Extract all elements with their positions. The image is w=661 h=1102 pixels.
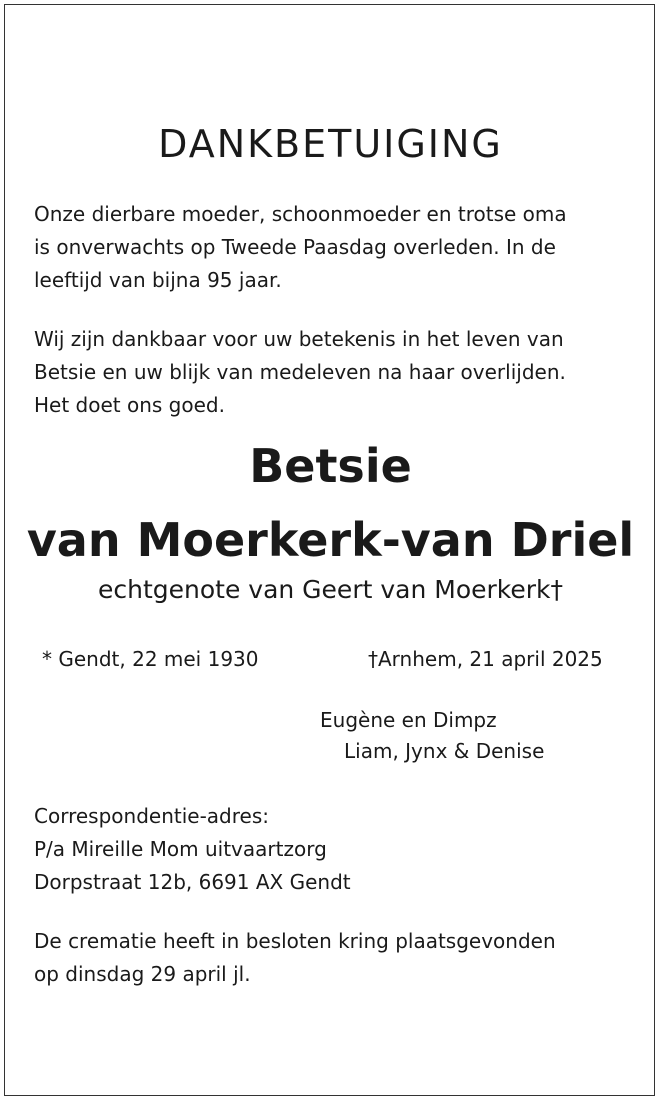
- family-line-grandchildren: Liam, Jynx & Denise: [344, 739, 545, 763]
- spouse-line: echtgenote van Geert van Moerkerk†: [97, 575, 563, 604]
- cremation-line: De crematie heeft in besloten kring plaatsgevonden: [34, 929, 556, 953]
- family-line-children: Eugène en Dimpz: [320, 708, 497, 732]
- cremation-notice: [34, 925, 634, 991]
- birth-date: * Gendt, 22 mei 1930: [42, 647, 259, 671]
- intro-line: is onverwachts op Tweede Paasdag overleden. In de: [34, 235, 556, 259]
- correspondence-address: [34, 800, 634, 899]
- address-line: P/a Mireille Mom uitvaartzorg: [34, 837, 327, 861]
- deceased-full-name: van Moerkerk-van Driel: [26, 513, 635, 567]
- address-line: Dorpstraat 12b, 6691 AX Gendt: [34, 870, 351, 894]
- gratitude-line: Wij zijn dankbaar voor uw betekenis in het leven van: [34, 327, 564, 351]
- intro-line: leeftijd van bijna 95 jaar.: [34, 268, 282, 292]
- deceased-first-name: Betsie: [249, 439, 412, 493]
- address-line: Correspondentie-adres:: [34, 804, 269, 828]
- cremation-line: op dinsdag 29 april jl.: [34, 962, 251, 986]
- gratitude-line: Betsie en uw blijk van medeleven na haar overlijden.: [34, 360, 566, 384]
- notice-title: DANKBETUIGING: [158, 122, 503, 166]
- gratitude-paragraph: [34, 323, 634, 422]
- death-date: †Arnhem, 21 april 2025: [368, 647, 603, 671]
- gratitude-line: Het doet ons goed.: [34, 393, 225, 417]
- intro-paragraph: [34, 198, 634, 297]
- intro-line: Onze dierbare moeder, schoonmoeder en trotse oma: [34, 202, 567, 226]
